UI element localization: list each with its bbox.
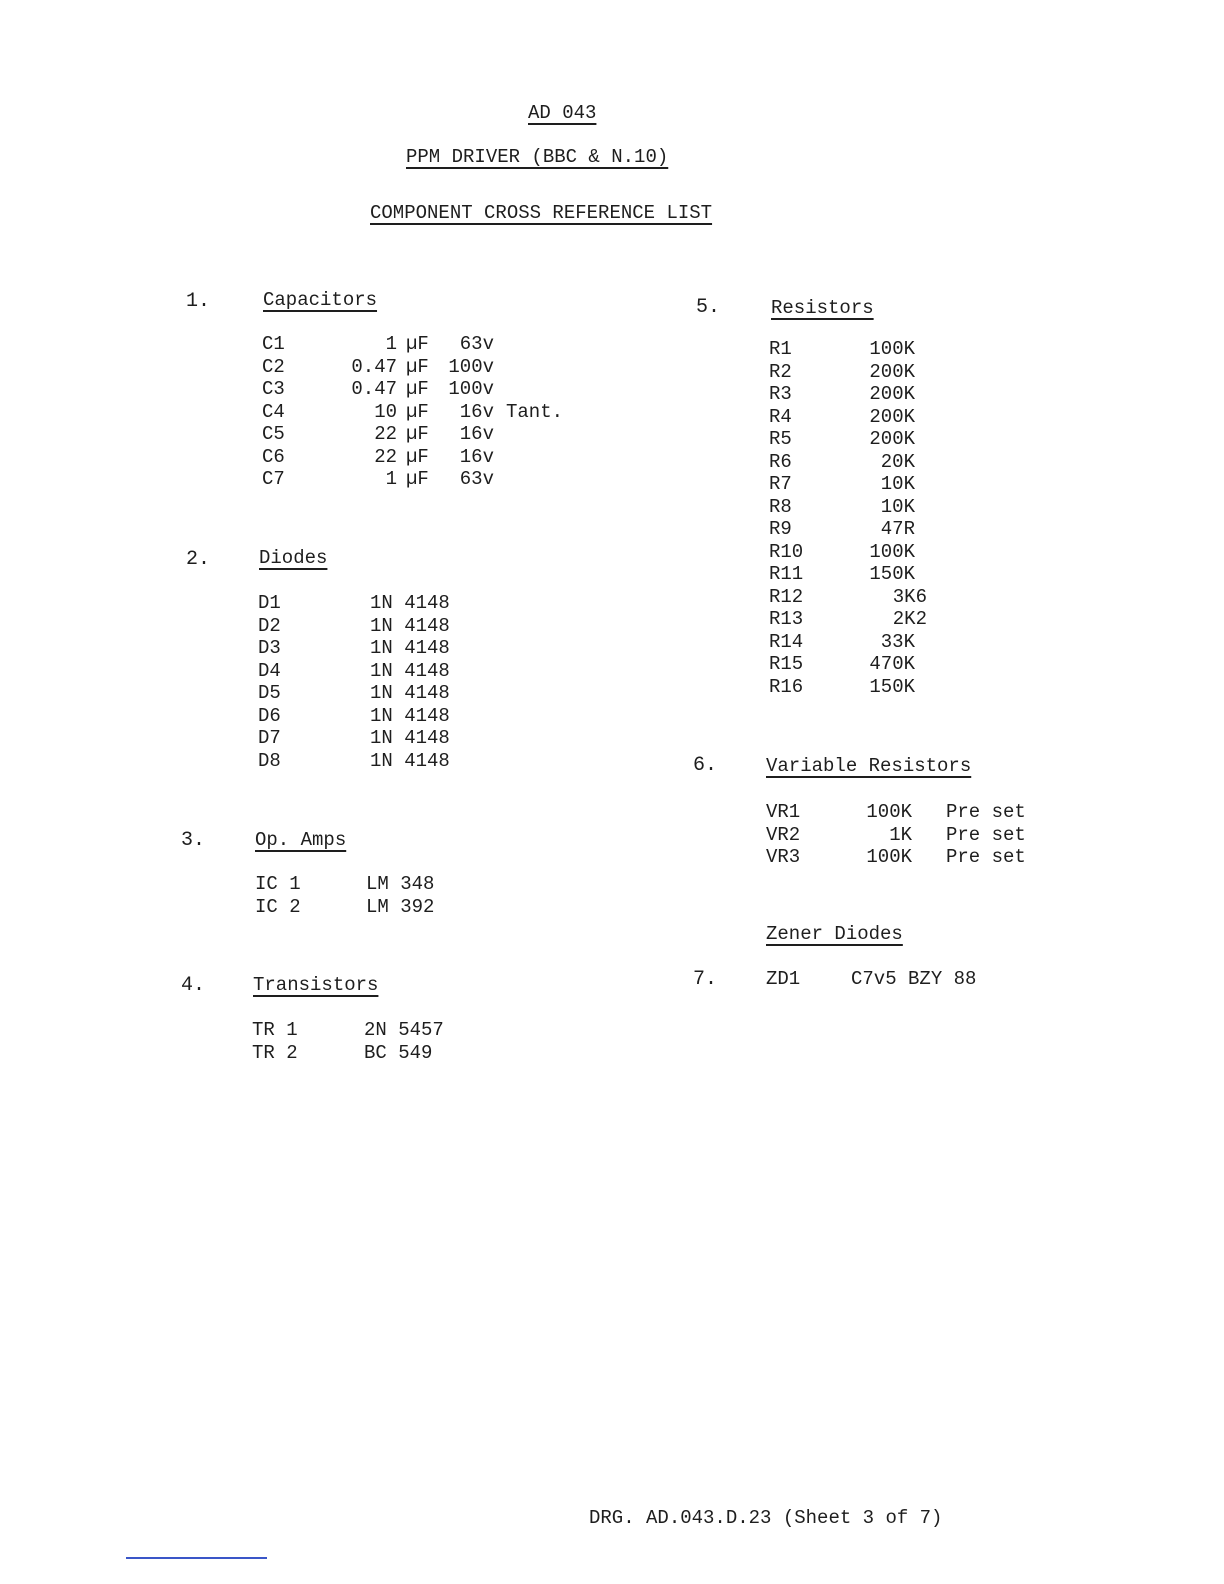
op-amp-ref: IC 1 [255,873,301,895]
op-amp-row [255,873,475,896]
transistor-ref: TR 1 [252,1019,298,1041]
resistor-list [769,338,949,698]
variable-resistor-value: 100K [866,801,912,823]
diode-list [258,592,478,772]
capacitor-note: Tant. [506,400,564,423]
section-number-capacitors: 1. [186,290,211,313]
diode-ref: D1 [258,592,281,614]
diode-part: 1N 4148 [370,592,450,614]
resistor-value: 200K [869,360,915,383]
transistor-row [252,1019,472,1042]
section-heading-capacitors: Capacitors [263,289,378,311]
op-amp-part: LM 392 [366,895,435,918]
zener-diode-ref: ZD1 [766,968,801,990]
resistor-ref: R12 [769,585,804,608]
resistor-ref: R8 [769,495,792,518]
diode-row [258,592,478,615]
resistor-row [769,428,949,451]
variable-resistor-ref: VR1 [766,801,801,823]
capacitor-voltage: 63v [459,468,494,490]
capacitor-voltage: 100v [448,378,494,400]
resistor-row [769,631,949,654]
page-title: PPM DRIVER (BBC & N.10) [406,146,669,168]
capacitor-row [262,401,592,424]
op-amp-ref: IC 2 [255,895,301,918]
resistor-ref: R14 [769,630,804,653]
section-number-zener-diodes: 7. [693,968,718,991]
diode-ref: D5 [258,682,281,704]
variable-resistor-list [766,801,1046,869]
resistor-value: 33K [880,630,915,653]
capacitor-ref: C1 [262,333,285,355]
diode-ref: D8 [258,749,281,772]
diode-ref: D4 [258,659,281,682]
zener-diode-row [766,968,1006,991]
transistor-row [252,1042,472,1065]
transistor-part: BC 549 [364,1041,433,1064]
resistor-ref: R5 [769,428,792,450]
section-heading-variable-resistors: Variable Resistors [766,755,972,777]
diode-row [258,660,478,683]
variable-resistor-ref: VR3 [766,846,801,868]
section-heading-zener-diodes: Zener Diodes [766,923,903,945]
resistor-value: 470K [869,653,915,675]
diode-row [258,615,478,638]
variable-resistor-value: 1K [889,823,912,846]
diode-part: 1N 4148 [370,727,450,749]
resistor-ref: R10 [769,540,804,563]
capacitor-ref: C2 [262,355,285,378]
resistor-row [769,653,949,676]
diode-row [258,682,478,705]
resistor-ref: R1 [769,338,792,360]
resistor-row [769,338,949,361]
page-subtitle: COMPONENT CROSS REFERENCE LIST [370,202,713,224]
section-number-variable-resistors: 6. [693,754,718,777]
capacitor-value: 1 [385,333,397,355]
capacitor-row [262,468,592,491]
resistor-ref: R16 [769,675,804,698]
capacitor-voltage: 63v [459,333,494,355]
diode-part: 1N 4148 [370,659,450,682]
doc-number: AD 043 [528,102,597,124]
capacitor-ref: C6 [262,445,285,468]
variable-resistor-type: Pre set [946,801,1026,823]
op-amp-row [255,896,475,919]
section-number-transistors: 4. [181,974,206,997]
capacitor-value: 10 [374,400,397,423]
capacitor-unit: µF [406,333,429,355]
drawing-reference: DRG. AD.043.D.23 (Sheet 3 of 7) [589,1507,943,1529]
bottom-divider [126,1557,267,1559]
resistor-ref: R9 [769,518,792,540]
resistor-value: 200K [869,383,915,405]
capacitor-value: 22 [374,423,397,445]
capacitor-ref: C7 [262,468,285,490]
section-number-resistors: 5. [696,296,721,319]
transistor-list [252,1019,472,1064]
resistor-ref: R11 [769,563,804,585]
resistor-ref: R2 [769,360,792,383]
resistor-ref: R7 [769,473,792,495]
variable-resistor-row [766,846,1046,869]
capacitor-unit: µF [406,445,429,468]
resistor-value: 3K6 [892,585,927,608]
section-heading-op-amps: Op. Amps [255,829,347,851]
resistor-value: 200K [869,405,915,428]
diode-part: 1N 4148 [370,637,450,659]
variable-resistor-value: 100K [866,846,912,868]
variable-resistor-ref: VR2 [766,823,801,846]
diode-row [258,705,478,728]
variable-resistor-row [766,824,1046,847]
variable-resistor-row [766,801,1046,824]
diode-part: 1N 4148 [370,682,450,704]
resistor-row [769,406,949,429]
zener-diode-list [766,968,1006,991]
section-heading-transistors: Transistors [253,974,379,996]
section-heading-diodes: Diodes [259,547,328,569]
resistor-row [769,383,949,406]
diode-ref: D6 [258,704,281,727]
diode-part: 1N 4148 [370,704,450,727]
resistor-row [769,586,949,609]
section-heading-resistors: Resistors [771,297,874,319]
capacitor-unit: µF [406,400,429,423]
variable-resistor-type: Pre set [946,823,1026,846]
resistor-value: 2K2 [892,608,927,630]
capacitor-value: 1 [385,468,397,490]
capacitor-row [262,356,592,379]
op-amp-list [255,873,475,918]
resistor-row [769,518,949,541]
capacitor-voltage: 16v [459,445,494,468]
resistor-ref: R4 [769,405,792,428]
capacitor-row [262,446,592,469]
resistor-row [769,608,949,631]
capacitor-row [262,333,592,356]
resistor-value: 100K [869,338,915,360]
capacitor-unit: µF [406,468,429,490]
capacitor-row [262,423,592,446]
diode-part: 1N 4148 [370,614,450,637]
capacitor-value: 22 [374,445,397,468]
diode-row [258,750,478,773]
resistor-row [769,473,949,496]
resistor-ref: R6 [769,450,792,473]
capacitor-row [262,378,592,401]
op-amp-part: LM 348 [366,873,435,895]
resistor-value: 150K [869,675,915,698]
resistor-row [769,361,949,384]
capacitor-unit: µF [406,378,429,400]
variable-resistor-type: Pre set [946,846,1026,868]
diode-part: 1N 4148 [370,749,450,772]
resistor-row [769,563,949,586]
diode-row [258,727,478,750]
capacitor-ref: C5 [262,423,285,445]
transistor-part: 2N 5457 [364,1019,444,1041]
capacitor-voltage: 16v [459,423,494,445]
resistor-value: 100K [869,540,915,563]
capacitor-unit: µF [406,423,429,445]
diode-ref: D3 [258,637,281,659]
diode-ref: D2 [258,614,281,637]
transistor-ref: TR 2 [252,1041,298,1064]
resistor-value: 200K [869,428,915,450]
capacitor-voltage: 16v [459,400,494,423]
resistor-value: 10K [880,495,915,518]
resistor-row [769,451,949,474]
resistor-ref: R15 [769,653,804,675]
diode-ref: D7 [258,727,281,749]
resistor-value: 47R [880,518,915,540]
zener-diode-part: C7v5 BZY 88 [851,968,977,990]
resistor-ref: R13 [769,608,804,630]
capacitor-ref: C3 [262,378,285,400]
section-number-op-amps: 3. [181,829,206,852]
capacitor-list [262,333,592,491]
resistor-value: 10K [880,473,915,495]
capacitor-value: 0.47 [351,378,397,400]
resistor-row [769,496,949,519]
resistor-value: 150K [869,563,915,585]
capacitor-voltage: 100v [448,355,494,378]
resistor-row [769,541,949,564]
capacitor-unit: µF [406,355,429,378]
capacitor-ref: C4 [262,400,285,423]
resistor-ref: R3 [769,383,792,405]
section-number-diodes: 2. [186,548,211,571]
resistor-row [769,676,949,699]
capacitor-value: 0.47 [351,355,397,378]
diode-row [258,637,478,660]
resistor-value: 20K [880,450,915,473]
